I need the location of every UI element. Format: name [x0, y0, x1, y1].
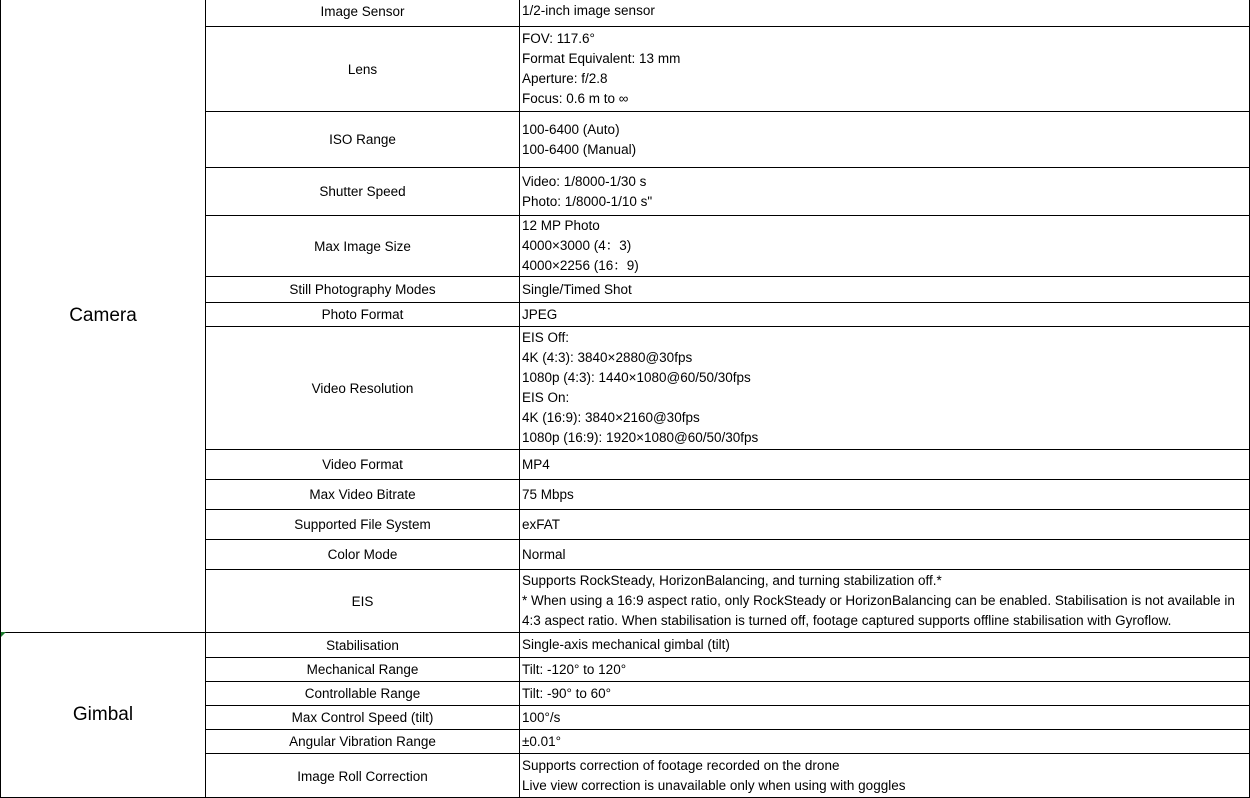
param-label: Shutter Speed [319, 184, 406, 199]
value-line: Supports RockSteady, HorizonBalancing, and turning stabilization off.* [522, 573, 942, 588]
value-line: Supports correction of footage recorded on the drone [522, 758, 840, 773]
value-line: 12 MP Photo [522, 218, 600, 233]
value-line: EIS On: [522, 390, 570, 405]
param-value [520, 303, 1249, 326]
column-divider [205, 0, 206, 798]
param-value [520, 216, 1249, 276]
value-line: MP4 [522, 456, 550, 472]
param-label: Max Control Speed (tilt) [291, 710, 434, 725]
param-value [520, 682, 1249, 705]
column-divider [0, 0, 1, 798]
param-value [520, 277, 1249, 302]
param-label: Image Roll Correction [297, 768, 428, 784]
param-value [520, 633, 1249, 657]
value-line: 1080p (4:3): 1440×1080@60/50/30fps [522, 370, 751, 385]
param-label: Angular Vibration Range [289, 734, 436, 749]
param-value [520, 570, 1249, 632]
value-line: 100-6400 (Manual) [522, 141, 637, 157]
param-value [520, 540, 1249, 569]
param-value [520, 730, 1249, 753]
value-line: 1/2-inch image sensor [522, 3, 655, 18]
param-value [520, 754, 1249, 798]
value-line: Tilt: -90° to 60° [522, 685, 612, 701]
value-line: Normal [522, 546, 566, 562]
value-line: 4:3 aspect ratio. When stabilisation is turned off, footage captured supports offline stabilisation with Gyroflow. [522, 613, 1172, 628]
param-label: EIS [351, 593, 374, 609]
param-value [520, 658, 1249, 681]
value-line: Aperture: f/2.8 [522, 71, 608, 86]
group-label: Gimbal [72, 704, 134, 725]
value-line: Video: 1/8000-1/30 s [522, 173, 647, 189]
value-line: JPEG [522, 306, 558, 322]
value-line: 4K (4:3): 3840×2880@30fps [522, 350, 693, 365]
value-line: 4000×2256 (16：9) [522, 258, 639, 273]
param-value [520, 450, 1249, 479]
value-line: Format Equivalent: 13 mm [522, 51, 681, 66]
param-label: Video Format [322, 457, 403, 472]
value-line: 4K (16:9): 3840×2160@30fps [522, 410, 700, 425]
param-label: Image Sensor [320, 3, 405, 19]
param-value [520, 327, 1249, 449]
value-line: 100°/s [522, 709, 561, 725]
param-value [520, 112, 1249, 167]
value-line: 1080p (16:9): 1920×1080@60/50/30fps [522, 430, 759, 445]
param-value [520, 480, 1249, 509]
group-divider [0, 632, 1250, 633]
param-value [520, 168, 1249, 215]
param-label: Color Mode [327, 547, 398, 562]
value-line: Single/Timed Shot [522, 281, 632, 297]
param-label: Supported File System [294, 517, 431, 532]
param-label: Controllable Range [304, 686, 421, 701]
value-line: EIS Off: [522, 330, 570, 345]
param-value [520, 510, 1249, 539]
param-label: Max Video Bitrate [309, 487, 416, 502]
param-value [520, 27, 1249, 111]
value-line: ±0.01° [522, 733, 562, 749]
value-line: 75 Mbps [522, 486, 574, 502]
value-line: Single-axis mechanical gimbal (tilt) [522, 637, 730, 652]
param-label: Photo Format [321, 307, 404, 322]
param-label: Stabilisation [326, 637, 399, 653]
param-label: Max Image Size [314, 238, 411, 254]
value-line: * When using a 16:9 aspect ratio, only RockSteady or HorizonBalancing can be enabled. Stabilisation is not available in [522, 593, 1235, 608]
value-line: Tilt: -120° to 120° [522, 661, 627, 677]
value-line: FOV: 117.6° [522, 31, 595, 46]
param-value [520, 706, 1249, 729]
group-label: Camera [69, 305, 137, 326]
param-label: Mechanical Range [306, 662, 419, 677]
param-label: Video Resolution [311, 380, 414, 396]
param-value [520, 0, 1249, 26]
value-line: 100-6400 (Auto) [522, 121, 620, 137]
value-line: Photo: 1/8000-1/10 s" [522, 193, 653, 209]
column-divider [519, 0, 520, 798]
cell-corner-marker [1, 632, 6, 637]
value-line: 4000×3000 (4：3) [522, 238, 632, 253]
param-label: Still Photography Modes [289, 282, 436, 297]
value-line: exFAT [522, 516, 561, 532]
value-line: Live view correction is unavailable only when using with goggles [522, 778, 906, 793]
param-label: Lens [347, 61, 378, 77]
value-line: Focus: 0.6 m to ∞ [522, 91, 629, 106]
param-label: ISO Range [329, 132, 396, 147]
